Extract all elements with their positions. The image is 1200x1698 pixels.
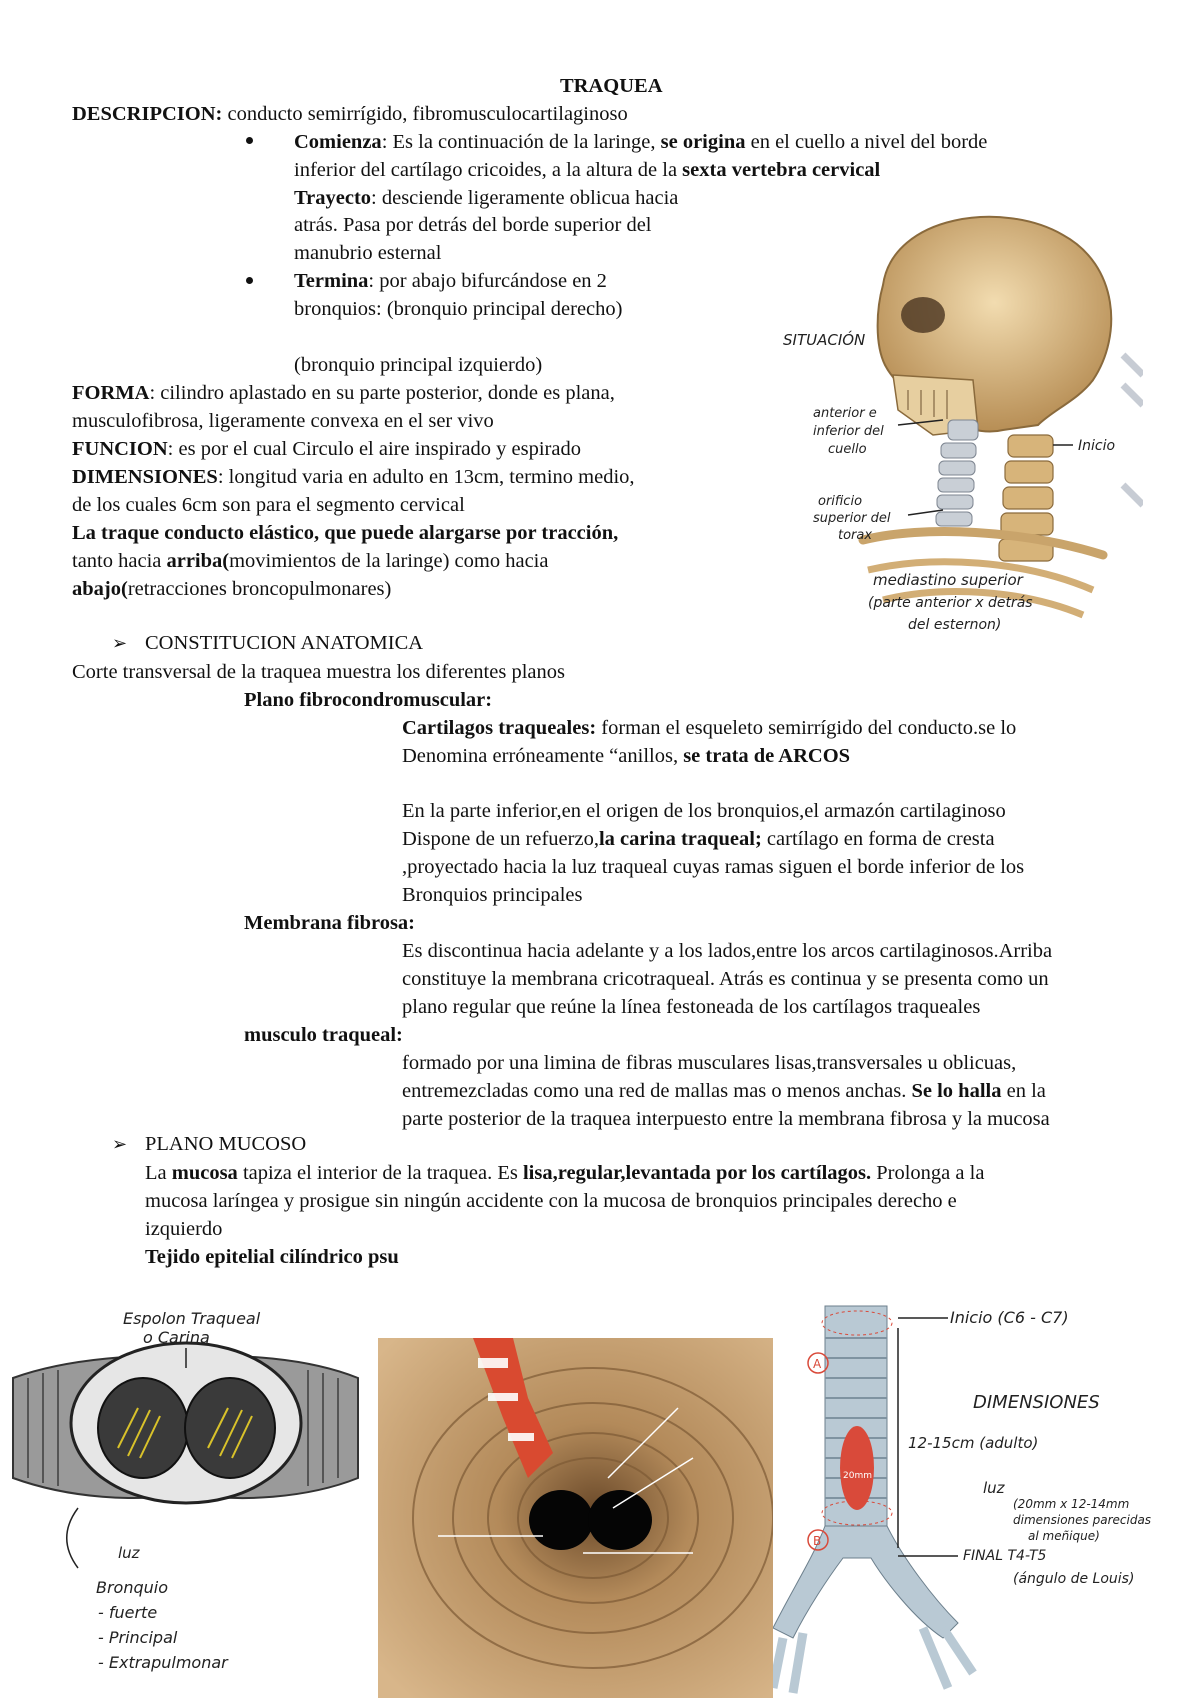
musculo-line-3: parte posterior de la traquea interpuesto entre la membrana fibrosa y la mucosa [402, 1108, 1050, 1130]
comienza-bold-2: sexta vertebra cervical [682, 159, 881, 181]
descripcion-label: DESCRIPCION: [72, 103, 223, 125]
trayecto-line-1 [294, 188, 678, 209]
carina-line-1: En la parte inferior,en el origen de los bronquios,el armazón cartilaginoso [402, 800, 1006, 822]
carina-line-4: Bronquios principales [402, 884, 583, 906]
skull-ori-2: superior del [813, 511, 891, 526]
skull-ant-2: inferior del [813, 424, 884, 439]
constitucion-heading: CONSTITUCION ANATOMICA [145, 632, 424, 654]
skull-ant-1: anterior e [813, 406, 877, 421]
funcion-line [72, 439, 581, 460]
mucoso-heading: PLANO MUCOSO [145, 1133, 307, 1155]
descripcion-line [72, 104, 628, 125]
elastico-text-c: movimientos de la laringe) como hacia [229, 550, 549, 572]
skull-ori-1: orificio [818, 494, 863, 509]
elastico-bold-abajo: abajo( [72, 578, 128, 600]
mucoso-line-2: mucosa laríngea y prosigue sin ningún accidente con la mucosa de bronquios principales derecho e [145, 1190, 957, 1212]
page-title: TRAQUEA [560, 75, 663, 97]
comienza-text-2: en el cuello a nivel del borde [745, 131, 988, 153]
musculo-bold: Se lo halla [911, 1080, 1002, 1102]
constitucion-intro: Corte transversal de la traquea muestra los diferentes planos [72, 661, 565, 683]
mucoso-bold-lisa: lisa,regular,levantada por los cartílagos. [522, 1162, 872, 1184]
comienza-label: Comienza [294, 131, 382, 153]
cross-section-figure [8, 1298, 360, 1698]
trachea-final: FINAL T4-T5 [963, 1548, 1047, 1564]
carina-line-2 [402, 829, 995, 850]
musculo-text-c: en la [1001, 1080, 1046, 1102]
trachea-marker-a: A [813, 1357, 822, 1371]
trachea-length: 12-15cm (adulto) [908, 1434, 1039, 1452]
funcion-text: : es por el cual Circulo el aire inspirado y espirado [167, 438, 581, 460]
arrow-bullet-icon: ➢ [112, 1134, 128, 1154]
trachea-mm: 20mm [843, 1471, 872, 1481]
cartilagos-line-1 [402, 718, 1016, 739]
elastico-bold-arriba: arriba( [166, 550, 230, 572]
forma-label: FORMA [72, 382, 150, 404]
termina-line-1 [294, 271, 607, 292]
trachea-luz-1: (20mm x 12-14mm [1013, 1497, 1130, 1511]
cartilagos-text-1: forman el esqueleto semirrígido del conducto.se lo [596, 717, 1017, 739]
cross-bronquio: Bronquio [96, 1578, 169, 1597]
cross-carina: o Carina [143, 1328, 210, 1347]
endoscopic-view-figure [378, 1338, 773, 1698]
bullet-comienza [246, 137, 253, 144]
trachea-luz: luz [983, 1479, 1005, 1497]
elastico-text-b: retracciones broncopulmonares) [127, 578, 392, 600]
musculo-line-2 [402, 1081, 1046, 1102]
trayecto-label: Trayecto [294, 187, 372, 209]
elastico-text-a: tanto hacia [72, 550, 167, 572]
mucoso-line-1 [145, 1163, 984, 1184]
membrana-heading: Membrana fibrosa: [244, 912, 416, 934]
carina-bold: la carina traqueal; [598, 828, 762, 850]
cross-extrapulmonar: - Extrapulmonar [98, 1653, 228, 1672]
cartilagos-label: Cartilagos traqueales: [402, 717, 597, 739]
dimensiones-label: DIMENSIONES [72, 466, 218, 488]
cartilagos-bold-arcos: se trata de ARCOS [683, 745, 851, 767]
mucoso-text-a: La [145, 1162, 172, 1184]
skull-med-2: (parte anterior x detrás [868, 595, 1033, 611]
musculo-text-a: entremezcladas como una red de mallas mas o menos anchas. [402, 1080, 912, 1102]
arrow-bullet-icon: ➢ [112, 633, 128, 653]
musculo-line-1: formado por una limina de fibras musculares lisas,transversales u oblicuas, [402, 1052, 1017, 1074]
skull-situacion: SITUACIÓN [783, 331, 866, 349]
carina-text-c: cartílago en forma de cresta [761, 828, 995, 850]
plano-fibro-heading: Plano fibrocondromuscular: [244, 689, 493, 711]
tejido-line: Tejido epitelial cilíndrico psu [145, 1246, 399, 1268]
cross-espolon: Espolon Traqueal [123, 1309, 261, 1328]
forma-line-1 [72, 383, 615, 404]
dimensiones-line-1 [72, 467, 635, 488]
trayecto-line-2: atrás. Pasa por detrás del borde superior del [294, 214, 652, 236]
membrana-line-1: Es discontinua hacia adelante y a los lados,entre los arcos cartilaginosos.Arriba [402, 940, 1053, 962]
carina-text-a: Dispone de un refuerzo, [402, 828, 599, 850]
trayecto-text-1: : desciende ligeramente oblicua hacia [371, 187, 679, 209]
cross-principal: - Principal [98, 1628, 178, 1647]
descripcion-text: conducto semirrígido, fibromusculocartilaginoso [222, 103, 628, 125]
dimensiones-text-1: : longitud varia en adulto en 13cm, termino medio, [217, 466, 635, 488]
dimensiones-line-2: de los cuales 6cm son para el segmento cervical [72, 494, 465, 516]
trayecto-line-3: manubrio esternal [294, 242, 442, 264]
elastico-line-2 [72, 551, 548, 572]
comienza-bold-1: se origina [660, 131, 746, 153]
termina-text-1: : por abajo bifurcándose en 2 [368, 270, 607, 292]
skull-neck-figure [773, 195, 1143, 660]
cross-luz: luz [118, 1544, 140, 1562]
skull-med-1: mediastino superior [873, 571, 1023, 589]
musculo-heading: musculo traqueal: [244, 1024, 403, 1046]
comienza-line-2 [294, 160, 880, 181]
bullet-termina [246, 277, 253, 284]
carina-line-3: ,proyectado hacia la luz traqueal cuyas ramas siguen el borde inferior de los [402, 856, 1025, 878]
skull-ant-3: cuello [828, 442, 867, 457]
cartilagos-text-2: Denomina erróneamente “anillos, [402, 745, 684, 767]
trachea-dimensions-figure [773, 1298, 1200, 1698]
termina-line-2: bronquios: (bronquio principal derecho) [294, 298, 623, 320]
trachea-luz-2: dimensiones parecidas [1013, 1513, 1152, 1527]
trachea-inicio: Inicio (C6 - C7) [950, 1308, 1069, 1327]
skull-inicio: Inicio [1078, 438, 1116, 454]
termina-label: Termina [294, 270, 369, 292]
elastico-line-1: La traque conducto elástico, que puede alargarse por tracción, [72, 522, 619, 544]
comienza-line-1 [294, 132, 987, 153]
comienza-text-3: inferior del cartílago cricoides, a la altura de la [294, 159, 683, 181]
skull-ori-3: torax [838, 528, 873, 543]
trachea-marker-b: B [813, 1534, 822, 1548]
mucoso-bold-mucosa: mucosa [171, 1162, 238, 1184]
membrana-line-2: constituye la membrana cricotraqueal. Atrás es continua y se presenta como un [402, 968, 1049, 990]
termina-line-3: (bronquio principal izquierdo) [294, 354, 543, 376]
cartilagos-line-2 [402, 746, 850, 767]
forma-text-1: : cilindro aplastado en su parte posterior, donde es plana, [149, 382, 615, 404]
mucoso-text-c: tapiza el interior de la traquea. Es [237, 1162, 523, 1184]
forma-line-2: musculofibrosa, ligeramente convexa en el ser vivo [72, 410, 494, 432]
mucoso-line-3: izquierdo [145, 1218, 223, 1240]
cross-fuerte: - fuerte [98, 1603, 158, 1622]
trachea-final-2: (ángulo de Louis) [1013, 1571, 1135, 1587]
funcion-label: FUNCION [72, 438, 168, 460]
trachea-luz-3: al meñique) [1028, 1529, 1100, 1543]
skull-med-3: del esternon) [908, 617, 1002, 633]
elastico-line-3 [72, 579, 391, 600]
trachea-dimensiones: DIMENSIONES [973, 1392, 1100, 1413]
comienza-text-1: : Es la continuación de la laringe, [381, 131, 661, 153]
membrana-line-3: plano regular que reúne la línea festoneada de los cartílagos traqueales [402, 996, 981, 1018]
mucoso-text-e: Prolonga a la [871, 1162, 985, 1184]
